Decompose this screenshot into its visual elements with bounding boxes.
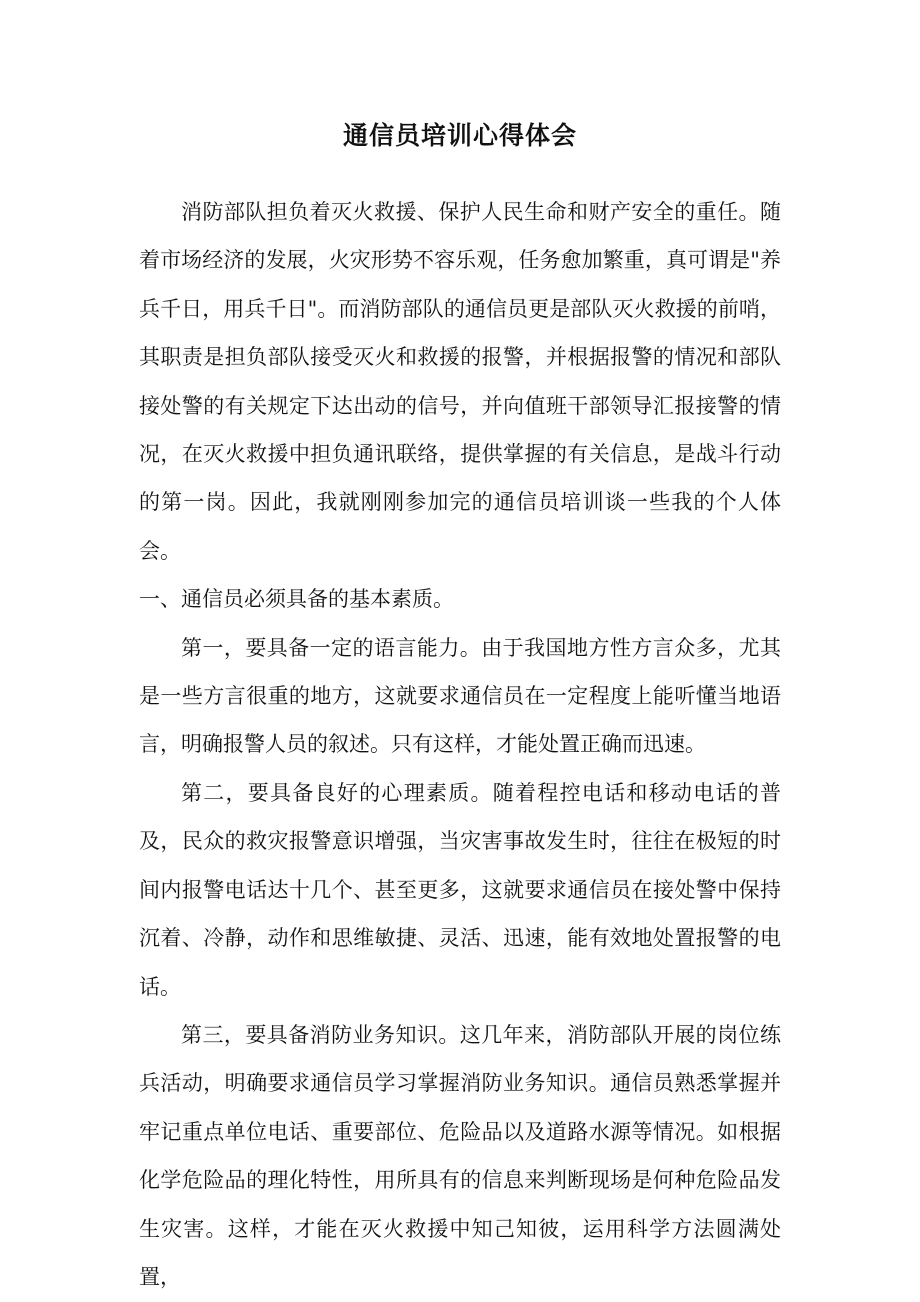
paragraph-language-ability: 第一，要具备一定的语言能力。由于我国地方性方言众多，尤其是一些方言很重的地方，这就要求通信员在一定程度上能听懂当地语言，明确报警人员的叙述。只有这样，才能处置正确而迅速。 bbox=[139, 635, 781, 757]
paragraph-fire-knowledge: 第三，要具备消防业务知识。这几年来，消防部队开展的岗位练兵活动，明确要求通信员学习掌握消防业务知识。通信员熟悉掌握并牢记重点单位电话、重要部位、危险品以及道路水源等情况。如根据化学危险品的理化特性，用所具有的信息来判断现场是何种危险品发生灾害。这样，才能在灭火救援中知己知彼，运用科学方法圆满处置， bbox=[139, 1022, 781, 1289]
document-title: 通信员培训心得体会 bbox=[342, 121, 577, 150]
section-heading-basic-qualities: 一、通信员必须具备的基本素质。 bbox=[139, 587, 454, 612]
document-body bbox=[139, 188, 781, 1301]
paragraph-psychological-quality: 第二，要具备良好的心理素质。随着程控电话和移动电话的普及，民众的救灾报警意识增强，当灾害事故发生时，往往在极短的时间内报警电话达十几个、甚至更多，这就要求通信员在接处警中保持沉着、冷静，动作和思维敏捷、灵活、迅速，能有效地处置报警的电话。 bbox=[139, 780, 781, 999]
paragraph-intro: 消防部队担负着灭火救援、保护人民生命和财产安全的重任。随着市场经济的发展，火灾形势不容乐观，任务愈加繁重，真可谓是"养兵千日，用兵千日"。而消防部队的通信员更是部队灭火救援的前哨，其职责是担负部队接受灭火和救援的报警，并根据报警的情况和部队接处警的有关规定下达出动的信号，并向值班干部领导汇报接警的情况，在灭火救援中担负通讯联络，提供掌握的有关信息，是战斗行动的第一岗。因此，我就刚刚参加完的通信员培训谈一些我的个人体会。 bbox=[139, 200, 781, 563]
